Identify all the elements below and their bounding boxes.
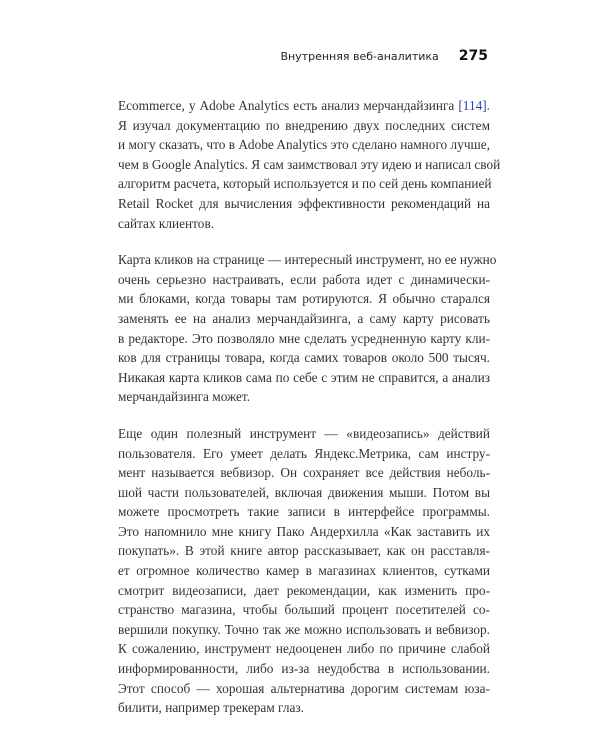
text-line: билити, например трекерам глаз. xyxy=(118,700,304,716)
text-line: Этот способ — хорошая альтернатива дорогим системам юза- xyxy=(118,680,490,696)
text-line: шой части пользователей, включая движения мыши. Потом вы xyxy=(118,484,490,500)
text-line: ет огромное количество камер в магазинах клиентов, сутками xyxy=(118,563,490,579)
text-line: Я изучал документацию по внедрению двух последних систем xyxy=(118,117,490,133)
text-line: заменять ее на анализ мерчандайзинга, а саму карту рисовать xyxy=(118,310,490,326)
text-line: ков для страницы товара, когда самих товаров около 500 тысяч. xyxy=(118,350,490,366)
page-number: 275 xyxy=(458,48,488,64)
text-line: Карта кликов на странице — интересный инструмент, но ее нужно xyxy=(118,252,497,268)
text-line: алгоритм расчета, который используется и по сей день компанией xyxy=(118,176,492,192)
text-line: очень серьезно настраивать, если работа идет с динамически- xyxy=(118,271,490,287)
text-line: смотрит видеозаписи, дает рекомендации, как изменить про- xyxy=(118,582,490,598)
text-line: ми блоками, когда товары там ротируются. Я обычно старался xyxy=(118,291,490,307)
text-line: пользователя. Его умеет делать Яндекс.Метрика, сам инстру- xyxy=(118,445,490,461)
text-line: и могу сказать, что в Adobe Analytics это сделано намного лучше, xyxy=(118,137,490,153)
chapter-title: Внутренняя веб-аналитика xyxy=(280,50,439,63)
text-line: Ecommerce, у Adobe Analytics есть анализ мерчандайзинга [114]. xyxy=(118,98,490,113)
text-line: покупать». В этой книге автор рассказывает, как он расставля- xyxy=(118,543,490,559)
text-line: Еще один полезный инструмент — «видеозапись» действий xyxy=(118,425,490,441)
text-line: вершили покупку. Точно так же можно использовать и вебвизор. xyxy=(118,621,490,637)
text-line: Это напомнило мне книгу Пако Андерхилла «Как заставить их xyxy=(118,523,490,539)
body-text xyxy=(118,96,501,735)
paragraph-1 xyxy=(118,96,501,233)
text-line: мерчандайзинга может. xyxy=(118,389,251,405)
paragraph-3 xyxy=(118,424,490,718)
text-line: можете просмотреть такие записи в интерфейсе программы. xyxy=(118,504,490,520)
text-line: в редакторе. Это позволяло мне сделать усредненную карту кли- xyxy=(118,330,490,346)
running-header xyxy=(118,48,488,64)
text-line: сайтах клиентов. xyxy=(118,215,215,231)
text-line: мент называется вебвизор. Он сохраняет все действия неболь- xyxy=(118,465,490,481)
paragraph-2 xyxy=(118,250,497,407)
text-line: информированности, либо из-за неудобства в использовании. xyxy=(118,661,490,677)
text-line: К сожалению, инструмент недооценен либо по причине слабой xyxy=(118,641,490,657)
citation-link[interactable]: [114]. xyxy=(458,98,490,113)
text-line: Retail Rocket для вычисления эффективности рекомендаций на xyxy=(118,195,490,211)
text-line: странство магазина, чтобы больший процент посетителей со- xyxy=(118,602,490,618)
text-line: чем в Google Analytics. Я сам заимствовал эту идею и написал свой xyxy=(118,156,501,172)
text-line: Никакая карта кликов сама по себе с этим не справится, а анализ xyxy=(118,369,490,385)
